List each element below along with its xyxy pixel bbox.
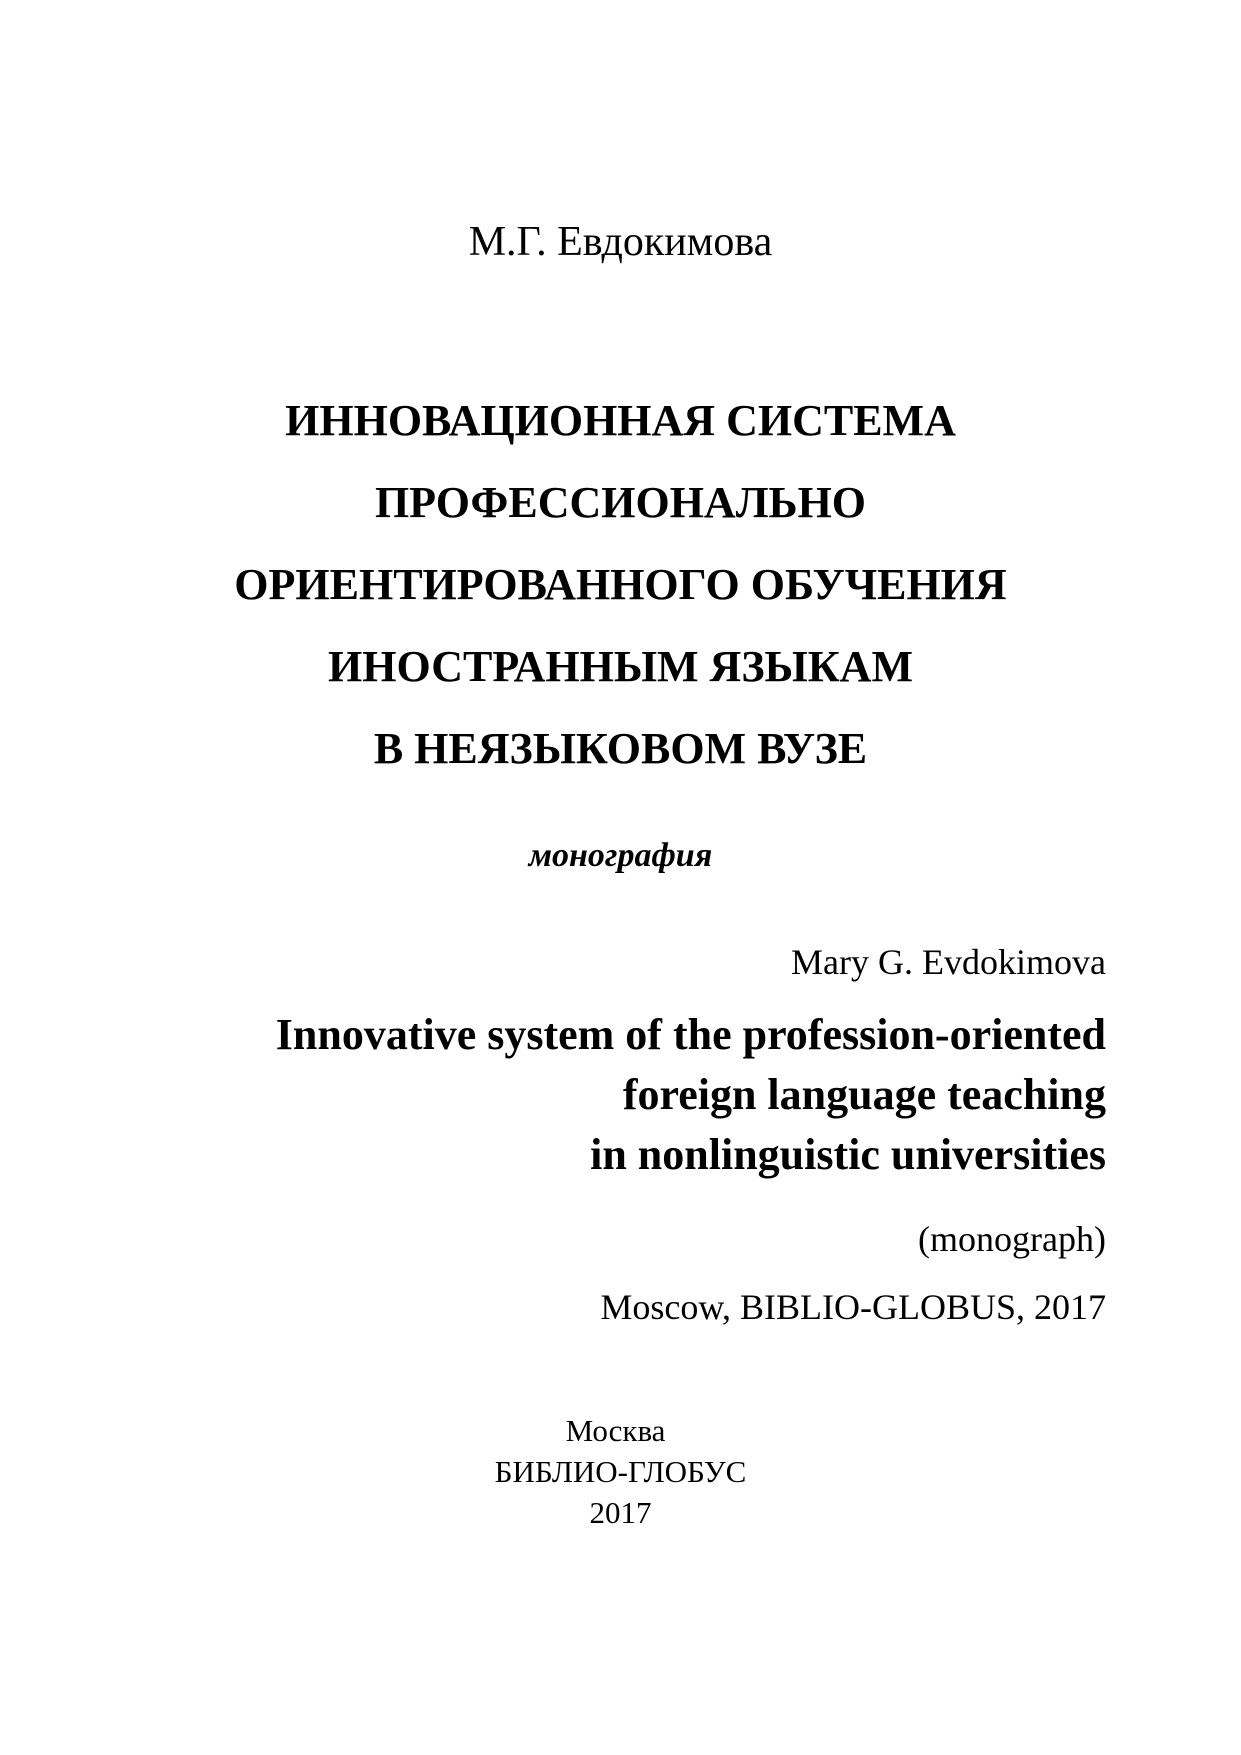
title-en-line: foreign language teaching xyxy=(622,1070,1106,1119)
title-ru-line: ИННОВАЦИОННАЯ СИСТЕМА xyxy=(285,396,956,445)
title-en-line: in nonlinguistic universities xyxy=(590,1130,1106,1179)
author-name-russian: М.Г. Евдокимова xyxy=(468,219,773,265)
title-en-line: Innovative system of the profession-oriented xyxy=(275,1010,1106,1059)
book-title-english xyxy=(106,1005,1106,1185)
author-name-english: Mary G. Evdokimova xyxy=(791,942,1106,982)
title-ru-line: ПРОФЕССИОНАЛЬНО xyxy=(374,478,867,527)
title-ru-line: ИНОСТРАННЫМ ЯЗЫКАМ xyxy=(328,642,913,691)
imprint-city: Москва xyxy=(565,1413,666,1448)
book-title-russian xyxy=(0,380,1241,790)
imprint-russian xyxy=(0,1410,1241,1533)
genre-english: (monograph) xyxy=(918,1219,1106,1259)
genre-russian: монография xyxy=(528,837,713,874)
imprint-year: 2017 xyxy=(589,1495,652,1530)
title-ru-line: ОРИЕНТИРОВАННОГО ОБУЧЕНИЯ xyxy=(234,560,1007,609)
imprint-publisher: БИБЛИО-ГЛОБУС xyxy=(494,1454,747,1489)
imprint-english: Moscow, BIBLIO-GLOBUS, 2017 xyxy=(600,1287,1106,1327)
title-ru-line: В НЕЯЗЫКОВОМ ВУЗЕ xyxy=(373,724,868,773)
